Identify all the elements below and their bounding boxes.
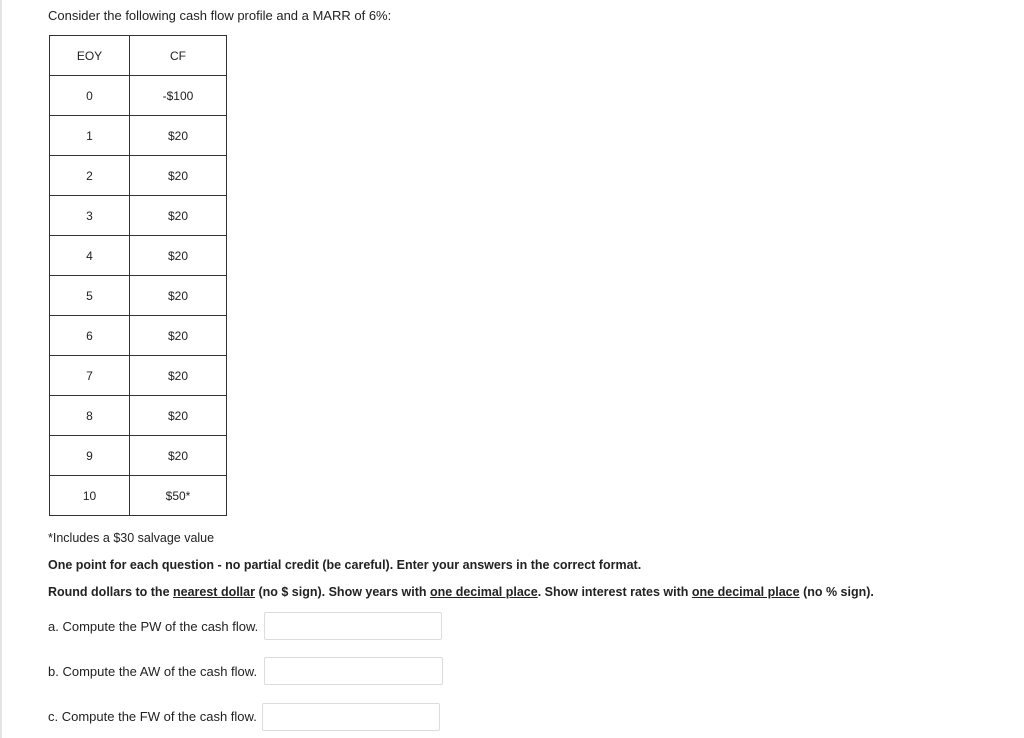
table-row [50,396,227,436]
question-c-label: c. Compute the FW of the cash flow. [48,708,257,724]
table-row [50,356,227,396]
eoy-cell: 6 [50,316,130,356]
table-row [50,316,227,356]
cf-cell: $20 [130,396,227,436]
fw-answer-input[interactable] [262,703,440,731]
left-border [0,0,2,738]
cash-flow-table [49,35,227,516]
eoy-cell: 2 [50,156,130,196]
cf-cell: $20 [130,276,227,316]
eoy-cell: 1 [50,116,130,156]
instruction-line-2 [48,584,874,600]
instruction-line-1: One point for each question - no partial credit (be careful). Enter your answers in the correct format. [48,558,642,572]
cf-cell: $20 [130,116,227,156]
question-a [48,611,258,641]
instruction-text: (no $ sign). Show years with [254,585,431,599]
eoy-cell: 7 [50,356,130,396]
eoy-cell: 8 [50,396,130,436]
table-row [50,116,227,156]
table-row [50,76,227,116]
cf-cell: $50* [130,476,227,516]
table-row [50,436,227,476]
cf-cell: $20 [130,156,227,196]
instruction-text: (no % sign). [799,585,874,599]
table-header-row [50,36,227,76]
instruction-text: . Show interest rates with [537,585,692,599]
cf-cell: $20 [130,236,227,276]
instruction-emphasis: one decimal place [691,585,800,599]
cf-cell: $20 [130,196,227,236]
question-b [48,656,257,686]
table-row [50,196,227,236]
pw-answer-input[interactable] [264,612,442,640]
instruction-text: Round dollars to the [48,585,173,599]
eoy-cell: 5 [50,276,130,316]
table-row [50,476,227,516]
eoy-cell: 0 [50,76,130,116]
question-b-label: b. Compute the AW of the cash flow. [48,663,258,679]
cf-cell: $20 [130,316,227,356]
cf-cell: $20 [130,436,227,476]
instruction-emphasis: nearest dollar [173,585,255,599]
instruction-emphasis: one decimal place [430,585,538,599]
eoy-cell: 10 [50,476,130,516]
cf-cell: $20 [130,356,227,396]
intro-text: Consider the following cash flow profile and a MARR of 6%: [48,8,392,23]
question-a-label: a. Compute the PW of the cash flow. [48,618,259,634]
eoy-cell: 3 [50,196,130,236]
salvage-note: *Includes a $30 salvage value [48,531,215,545]
cf-header: CF [130,36,227,76]
cf-cell: -$100 [130,76,227,116]
aw-answer-input[interactable] [264,657,443,685]
eoy-cell: 9 [50,436,130,476]
eoy-header: EOY [50,36,130,76]
table-row [50,236,227,276]
question-c [48,701,257,731]
eoy-cell: 4 [50,236,130,276]
table-row [50,276,227,316]
table-row [50,156,227,196]
